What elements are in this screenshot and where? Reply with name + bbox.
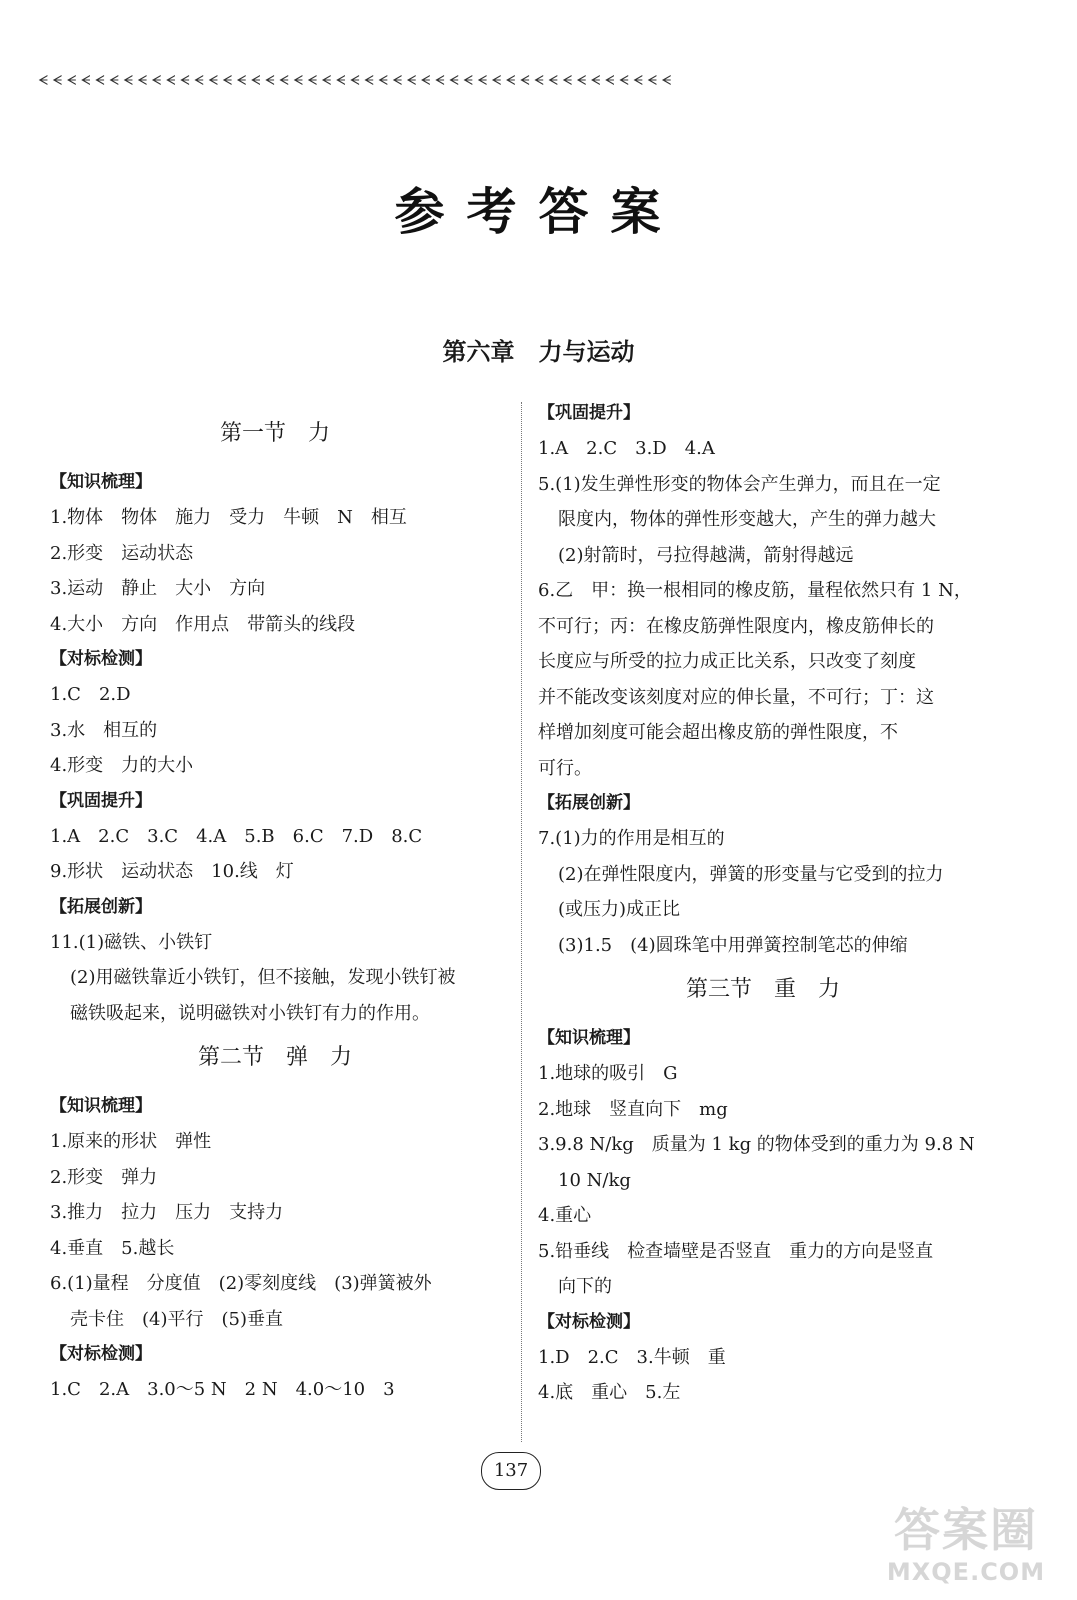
answer-line: 磁铁吸起来，说明磁铁对小铁钉有力的作用。 [70,1002,430,1024]
answer-line: 9.形状 运动状态 10.线 灯 [50,861,294,882]
answer-line: 壳卡住 (4)平行 (5)垂直 [70,1308,283,1330]
answer-line: 11.(1)磁铁、小铁钉 [50,931,213,953]
answer-line: 4.大小 方向 作用点 带箭头的线段 [50,613,356,635]
answer-line: 1.物体 物体 施力 受力 牛顿 N 相互 [50,507,407,528]
answer-line: 2.地球 竖直向下 mg [538,1098,728,1120]
block-label: 【拓展创新】 [50,896,152,917]
answer-line: 不可行；丙：在橡皮筋弹性限度内，橡皮筋伸长的 [538,615,934,637]
block-label: 【知识梳理】 [50,472,152,492]
answer-line: 向下的 [558,1276,612,1297]
answer-line: (或压力)成正比 [558,899,681,920]
block-label: 【知识梳理】 [50,1096,152,1116]
answer-line: 7.(1)力的作用是相互的 [538,828,725,849]
answer-line: 6.(1)量程 分度值 (2)零刻度线 (3)弹簧被外 [50,1273,432,1294]
left-column [50,413,500,1408]
answer-line: 1.C 2.D [50,684,131,705]
block-label: 【对标检测】 [538,1311,640,1332]
answer-line: 长度应与所受的拉力成正比关系，只改变了刻度 [538,651,916,672]
answer-line: 4.垂直 5.越长 [50,1237,175,1259]
answer-line: 2.形变 运动状态 [50,542,194,564]
chapter-title: 第六章 力与运动 [442,338,635,366]
answer-line: 5.铅垂线 检查墙壁是否竖直 重力的方向是竖直 [538,1240,934,1262]
page-number: 137 [481,1452,541,1490]
answer-line: (2)在弹性限度内，弹簧的形变量与它受到的拉力 [558,863,944,885]
block-label: 【巩固提升】 [50,790,152,811]
answer-line: 3.9.8 N/kg 质量为 1 kg 的物体受到的重力为 9.8 N [538,1134,975,1155]
watermark-logo [871,1502,1061,1592]
answer-line: 样增加刻度可能会超出橡皮筋的弹性限度，不 [538,722,898,743]
column-divider [521,402,522,1442]
answer-line: 4.重心 [538,1205,592,1226]
answer-line: 4.底 重心 5.左 [538,1382,681,1403]
answer-line: 1.A 2.C 3.D 4.A [538,438,715,459]
answer-line: (3)1.5 (4)圆珠笔中用弹簧控制笔芯的伸缩 [558,934,908,956]
watermark-bottom: MXQE.COM [886,1558,1046,1586]
right-column [538,396,988,1411]
answer-line: 3.推力 拉力 压力 支持力 [50,1202,284,1223]
section-title-3: 第三节 重 力 [685,977,840,1002]
answer-line: 1.C 2.A 3.0～5 N 2 N 4.0～10 3 [50,1379,395,1400]
answer-line: (2)射箭时，弓拉得越满，箭射得越远 [558,544,854,566]
decorative-top-border: ᗕᗕᗕᗕᗕᗕᗕᗕᗕᗕᗕᗕᗕᗕᗕᗕᗕᗕᗕᗕᗕᗕᗕᗕᗕᗕᗕᗕᗕᗕᗕᗕᗕᗕᗕᗕᗕᗕᗕᗕᗕᗕᗕᗕᗕ [38,73,676,89]
answer-line: 5.(1)发生弹性形变的物体会产生弹力，而且在一定 [538,473,941,495]
block-label: 【对标检测】 [50,649,152,669]
answer-line: 10 N/kg [558,1169,631,1191]
answer-line: 1.地球的吸引 G [538,1063,678,1084]
section-title-1: 第一节 力 [219,421,330,446]
answer-line: 1.原来的形状 弹性 [50,1131,212,1152]
answer-line: 2.形变 弹力 [50,1166,158,1188]
answer-line: 限度内，物体的弹性形变越大，产生的弹力越大 [558,509,936,530]
answer-line: 可行。 [538,757,592,779]
answer-line: 并不能改变该刻度对应的伸长量，不可行；丁：这 [538,686,934,708]
answer-line: 3.运动 静止 大小 方向 [50,578,266,599]
answer-line: 1.A 2.C 3.C 4.A 5.B 6.C 7.D 8.C [50,825,423,847]
section-title-2: 第二节 弹 力 [197,1045,352,1070]
answer-line: 4.形变 力的大小 [50,755,194,776]
block-label: 【对标检测】 [50,1344,152,1364]
block-label: 【知识梳理】 [538,1028,640,1048]
block-label: 【巩固提升】 [538,403,640,423]
answer-line: 1.D 2.C 3.牛顿 重 [538,1346,726,1368]
answer-line: 6.乙 甲：换一根相同的橡皮筋，量程依然只有 1 N， [538,580,972,601]
watermark-top: 答案圈 [894,1503,1038,1557]
block-label: 【拓展创新】 [538,793,640,813]
answer-line: (2)用磁铁靠近小铁钉，但不接触，发现小铁钉被 [70,967,456,988]
page-title: 参考答案 [394,183,683,241]
answer-line: 3.水 相互的 [50,719,158,741]
